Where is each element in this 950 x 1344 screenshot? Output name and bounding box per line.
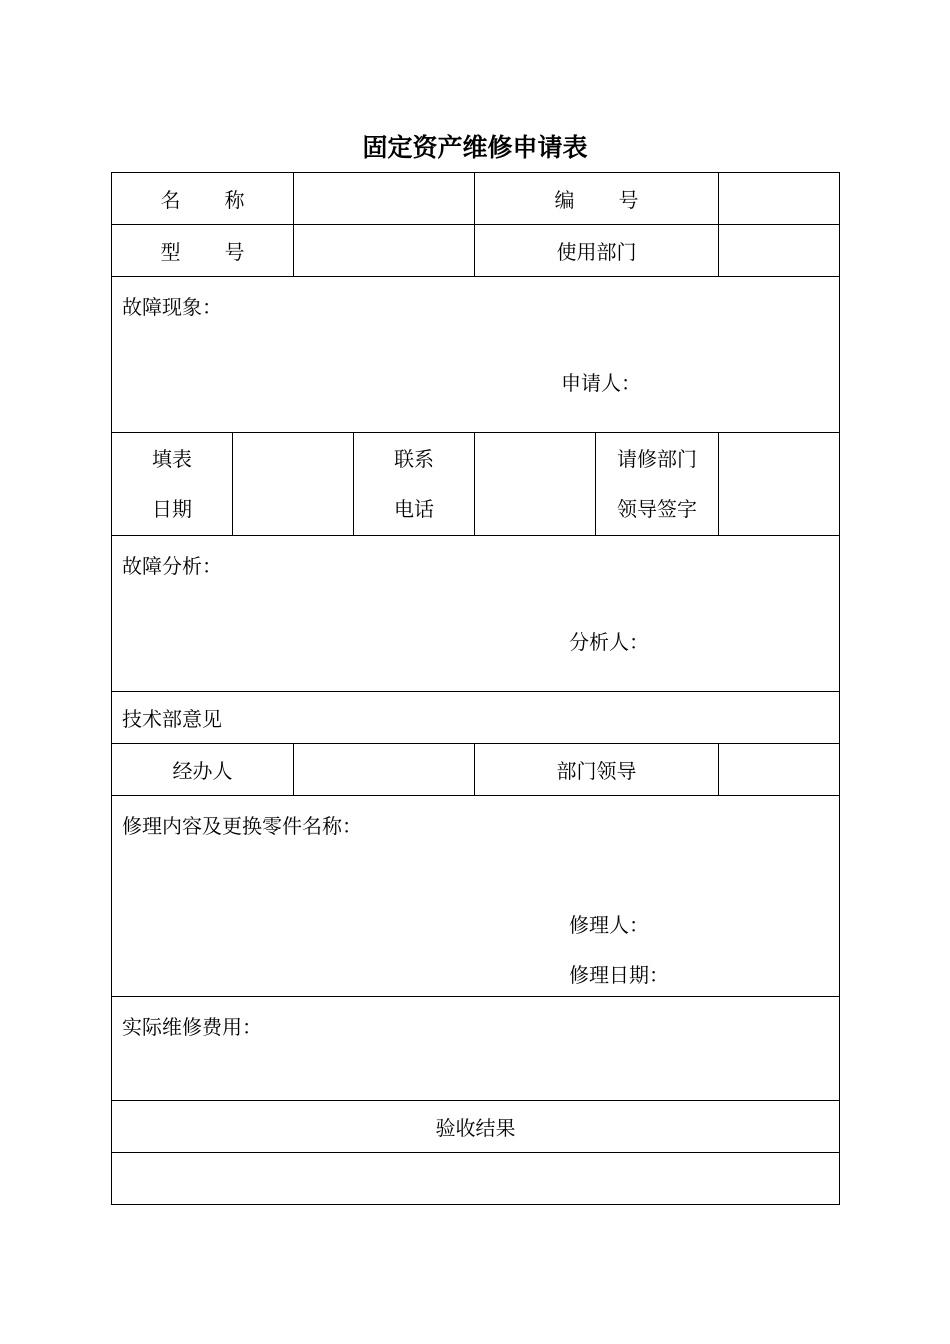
fault-label: 故障现象： — [122, 295, 222, 319]
dept-label: 使用部门 — [475, 225, 719, 277]
name-field[interactable] — [294, 173, 475, 225]
repairer-label: 修理人： — [569, 913, 649, 937]
fill-date-field[interactable] — [233, 433, 354, 536]
repair-label: 修理内容及更换零件名称： — [122, 814, 362, 838]
row-cost — [112, 997, 840, 1101]
handler-field[interactable] — [294, 744, 475, 796]
fill-date-label: 填表 日期 — [112, 433, 233, 536]
contact-field[interactable] — [475, 433, 596, 536]
row-acceptance — [112, 1101, 840, 1153]
number-field[interactable] — [719, 173, 840, 225]
repair-request-form — [111, 172, 840, 1205]
row-fault — [112, 277, 840, 433]
applicant-label: 申请人： — [561, 371, 641, 395]
row-tech — [112, 692, 840, 744]
cost-label: 实际维修费用： — [122, 1015, 262, 1039]
dept-leader-sign-field[interactable] — [719, 433, 840, 536]
dept-leader-sign-label: 请修部门 领导签字 — [596, 433, 719, 536]
number-label: 编 号 — [475, 173, 719, 225]
dept-leader-label: 部门领导 — [475, 744, 719, 796]
tech-opinion-label: 技术部意见 — [112, 692, 840, 744]
model-label: 型 号 — [112, 225, 294, 277]
row-name-number — [112, 173, 840, 225]
page-title: 固定资产维修申请表 — [362, 133, 588, 162]
contact-label: 联系 电话 — [354, 433, 475, 536]
row-analysis — [112, 536, 840, 692]
repair-field[interactable] — [112, 796, 840, 997]
row-acceptance-value — [112, 1153, 840, 1205]
cost-field[interactable] — [112, 997, 840, 1101]
acceptance-label: 验收结果 — [112, 1101, 840, 1153]
row-handler — [112, 744, 840, 796]
row-date-contact — [112, 433, 840, 536]
analysis-label: 故障分析： — [122, 554, 222, 578]
repair-date-label: 修理日期： — [569, 963, 669, 987]
dept-field[interactable] — [719, 225, 840, 277]
model-field[interactable] — [294, 225, 475, 277]
row-repair — [112, 796, 840, 997]
dept-leader-field[interactable] — [719, 744, 840, 796]
handler-label: 经办人 — [112, 744, 294, 796]
acceptance-field[interactable] — [112, 1153, 840, 1205]
name-label: 名 称 — [112, 173, 294, 225]
analyst-label: 分析人： — [569, 630, 649, 654]
fault-field[interactable] — [112, 277, 840, 433]
analysis-field[interactable] — [112, 536, 840, 692]
row-model-dept — [112, 225, 840, 277]
